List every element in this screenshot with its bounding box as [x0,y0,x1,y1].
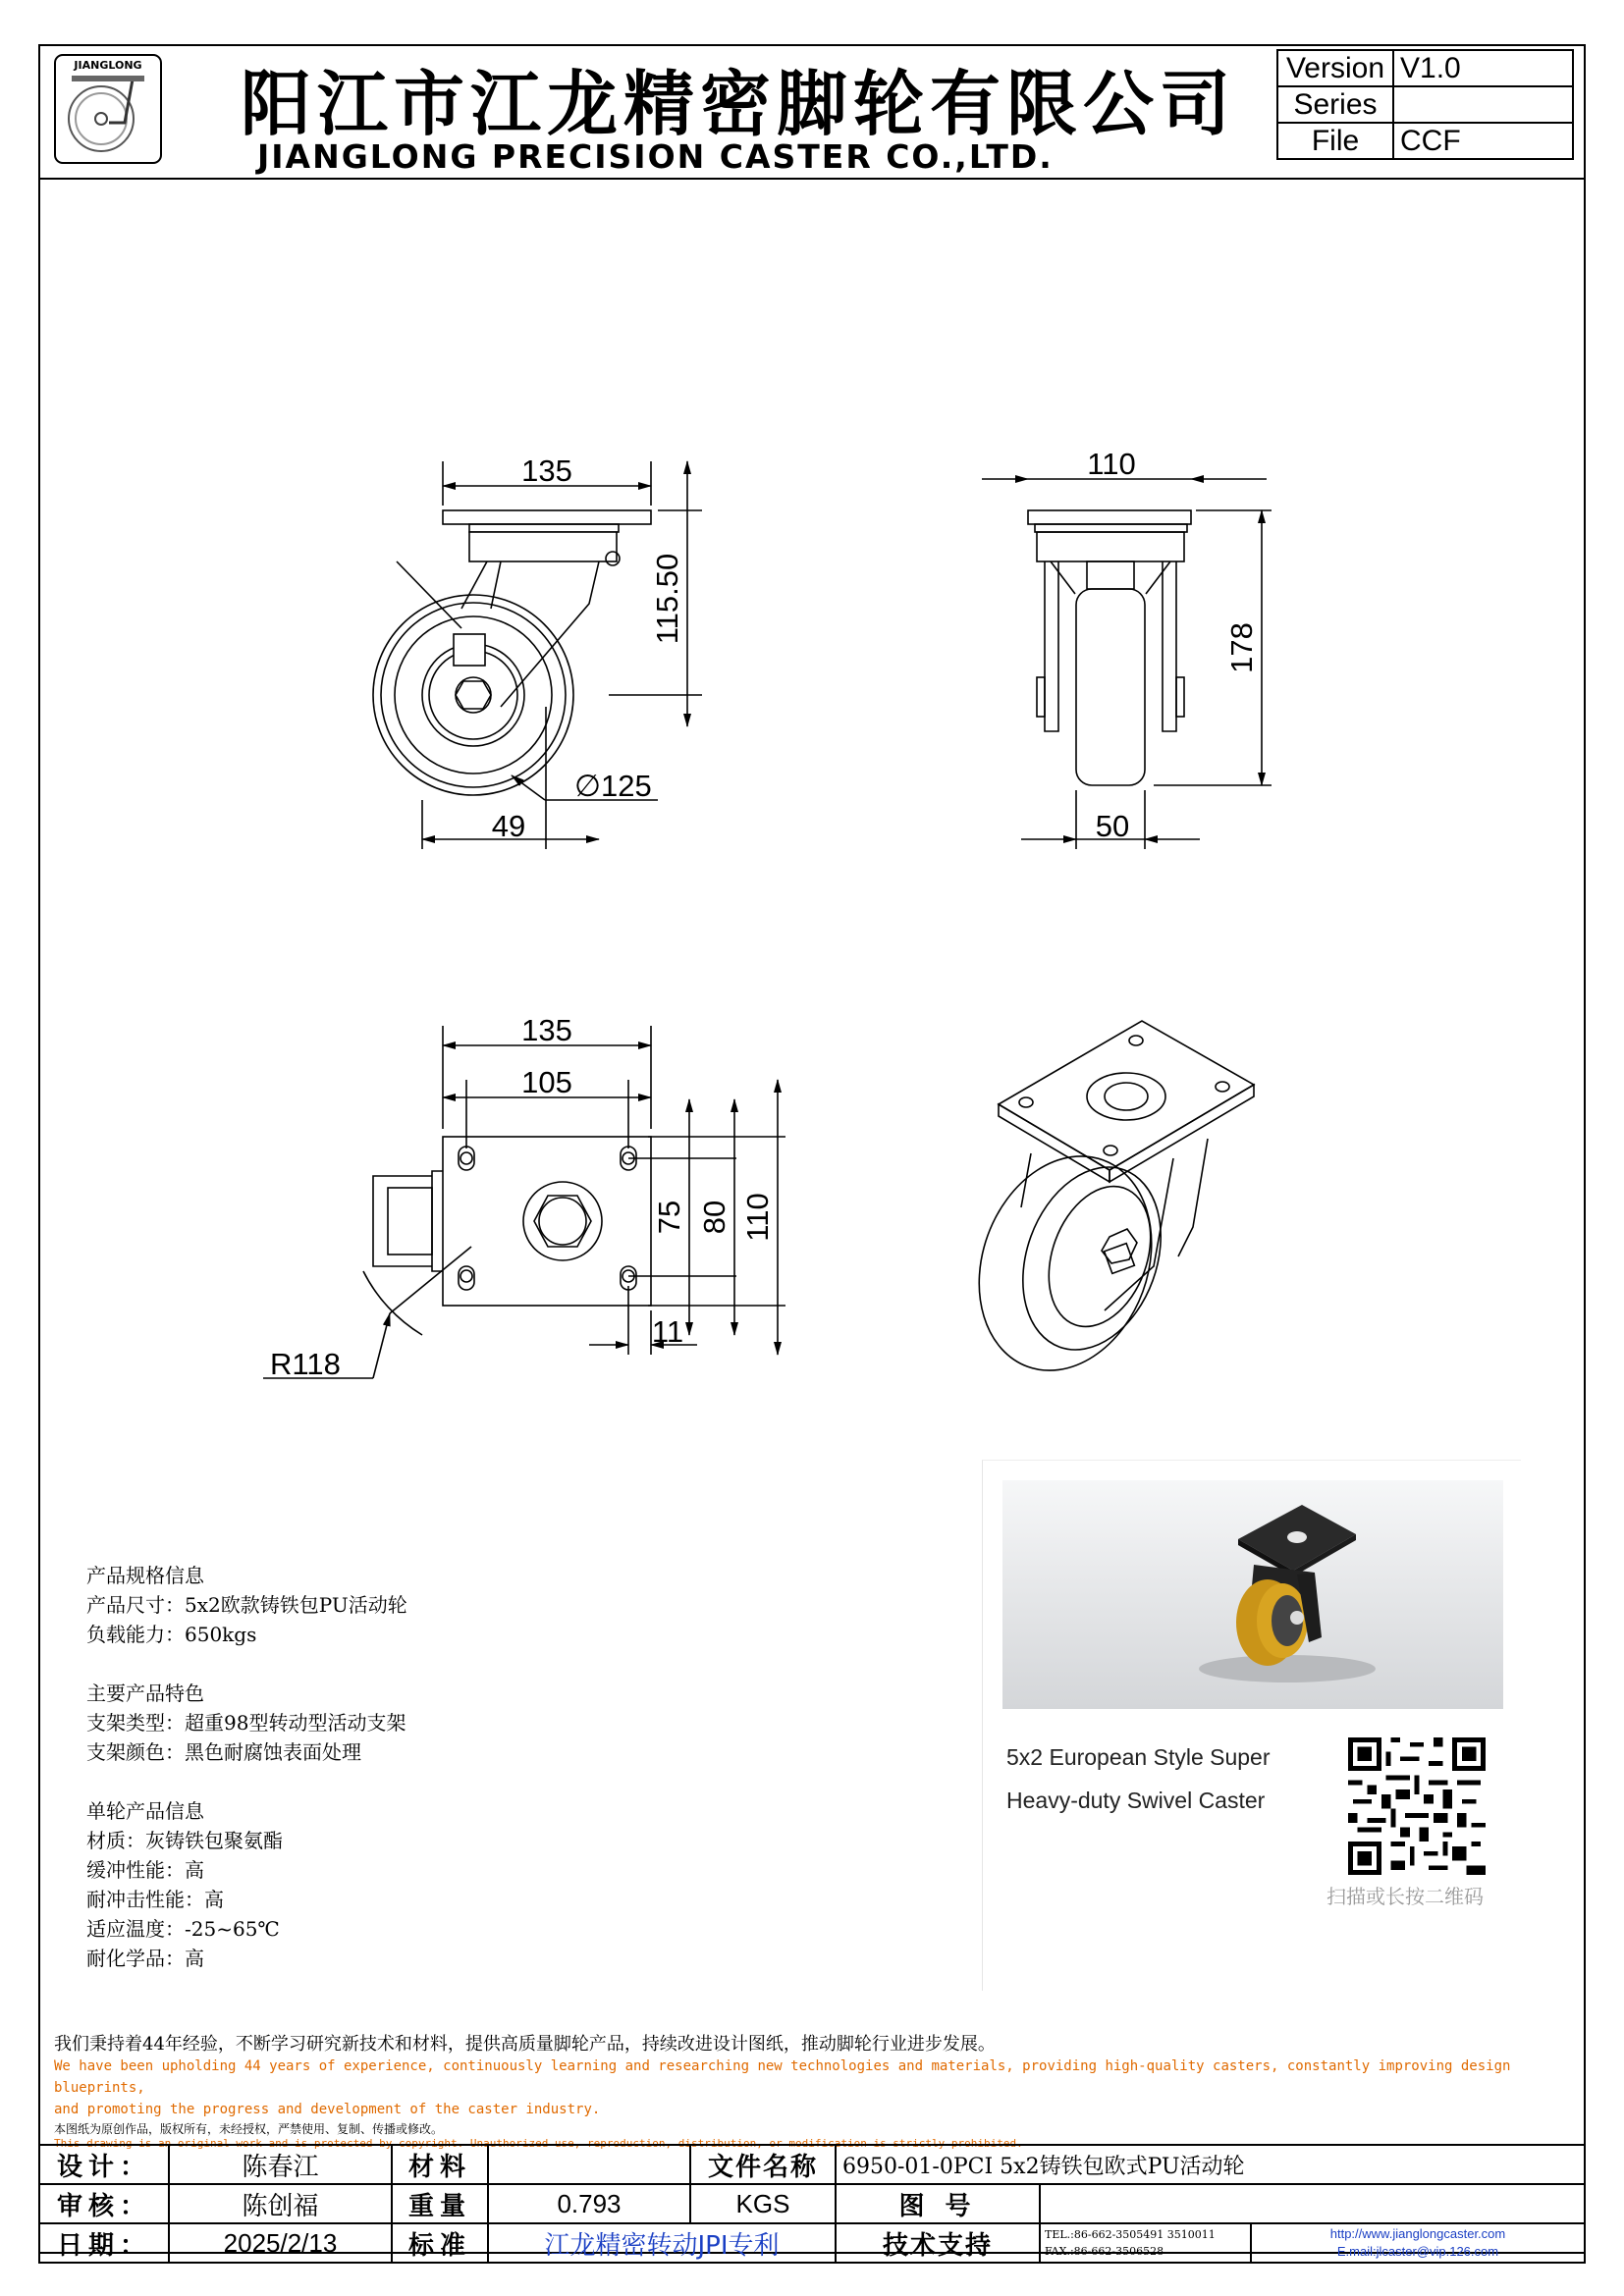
version-value: V1.0 [1393,50,1573,86]
tel: TEL.:86-662-3505491 3510011 [1045,2228,1216,2241]
dim-hole-offset: 11 [651,1314,684,1349]
title-block [38,2144,1586,2264]
statement-en: We have been upholding 44 years of experience, continuously learning and researching new technologies and materials, providing high-quality casters, constantly improving design blueprints, [54,2058,1511,2096]
product-caption [1006,1735,1301,1822]
dim-front-width: 110 [1087,447,1136,481]
website-link[interactable]: http://www.jianglongcaster.com [1329,2226,1506,2241]
material-value [488,2145,690,2184]
spec-bracket-color: 支架颜色：黑色耐腐蚀表面处理 [86,1740,361,1764]
dim-wheel-width: 50 [1095,809,1130,843]
spec-load: 负载能力：650kgs [86,1623,257,1646]
caption-line: 5x2 European Style Super [1006,1744,1271,1770]
drawing-no-label: 图 号 [836,2184,1040,2223]
copyright-cn: 本图纸为原创作品，版权所有，未经授权，严禁使用、复制、传播或修改。 [54,2122,444,2136]
product-photo [1002,1480,1503,1709]
material-label: 材料 [392,2145,488,2184]
spec-bracket-type: 支架类型：超重98型转动型活动支架 [86,1711,406,1735]
email-link[interactable]: E.mail:jlcaster@vip.126.com [1336,2244,1499,2259]
dim-front-height: 178 [1224,622,1259,673]
statement-en: and promoting the progress and development of the caster industry. [54,2102,601,2117]
dim-plate-inner: 80 [697,1200,731,1235]
review-label: 审核： [39,2184,169,2223]
qr-caption: 扫描或长按二维码 [1326,1885,1484,1908]
standard-value: 江龙精密转动JPI专利 [488,2223,836,2263]
front-view [1028,510,1191,785]
support-label: 技术支持 [836,2223,1040,2263]
weight-label: 重量 [392,2184,488,2223]
date-label: 日期： [39,2223,169,2263]
spec-chemical: 耐化学品：高 [86,1947,204,1970]
isometric-view [950,1021,1254,1395]
fax: FAX.:86-662-3506528 [1045,2245,1164,2258]
spec-cushion: 缓冲性能：高 [86,1858,204,1882]
copyright-en: This drawing is an original work and is protected by copyright. Unauthorized use, reproduction, distribution, or modification is strictly prohibited. [54,2137,1023,2150]
top-view [363,1137,651,1335]
spec-list [86,1561,407,1973]
product-card [982,1460,1521,1991]
review-value: 陈创福 [169,2184,392,2223]
design-label: 设计： [39,2145,169,2184]
caption-line: Heavy-duty Swivel Caster [1006,1788,1266,1813]
spec-material: 材质：灰铸铁包聚氨酯 [86,1829,283,1852]
side-view [373,510,651,795]
filename-value: 6950-01-0PCI 5x2铸铁包欧式PU活动轮 [836,2145,1585,2184]
standard-label: 标准 [392,2223,488,2263]
company-name-cn: 阳江市江龙精密脚轮有限公司 [241,63,1237,145]
dim-plate-width: 135 [521,1013,572,1047]
spec-group-title: 单轮产品信息 [86,1799,204,1823]
spec-temperature: 适应温度：-25~65℃ [86,1917,280,1941]
file-label: File [1277,123,1393,159]
dim-swivel-radius: R118 [270,1347,341,1381]
dim-hole-span-x: 105 [521,1065,572,1099]
spec-group-title: 产品规格信息 [86,1564,204,1587]
file-value: CCF [1393,123,1573,159]
drawing-no-value [1040,2184,1585,2223]
version-label: Version [1277,50,1393,86]
company-statement [54,2030,1586,2150]
spec-group-title: 主要产品特色 [86,1682,204,1705]
spec-impact: 耐冲击性能：高 [86,1888,224,1911]
dim-offset: 49 [491,809,526,843]
filename-label: 文件名称 [690,2145,836,2184]
spec-size: 产品尺寸：5x2欧款铸铁包PU活动轮 [86,1593,407,1617]
dim-plate-height: 110 [740,1193,775,1242]
qr-code[interactable] [1348,1737,1486,1875]
dim-side-height: 115.50 [650,553,684,645]
company-name-en: JIANGLONG PRECISION CASTER CO.,LTD. [257,137,1054,176]
weight-value: 0.793 [488,2184,690,2223]
weight-unit: KGS [690,2184,836,2223]
dim-hole-span-y: 75 [652,1200,686,1235]
date-value: 2025/2/13 [169,2223,392,2263]
design-value: 陈春江 [169,2145,392,2184]
series-label: Series [1277,86,1393,123]
statement-cn: 我们秉持着44年经验，不断学习研究新技术和材料，提供高质量脚轮产品，持续改进设计图纸，推动脚轮行业进步发展。 [54,2034,996,2055]
dim-side-width: 135 [521,454,572,488]
svg-text:JIANGLONG: JIANGLONG [74,59,142,72]
dim-wheel-dia: ∅125 [574,769,652,803]
